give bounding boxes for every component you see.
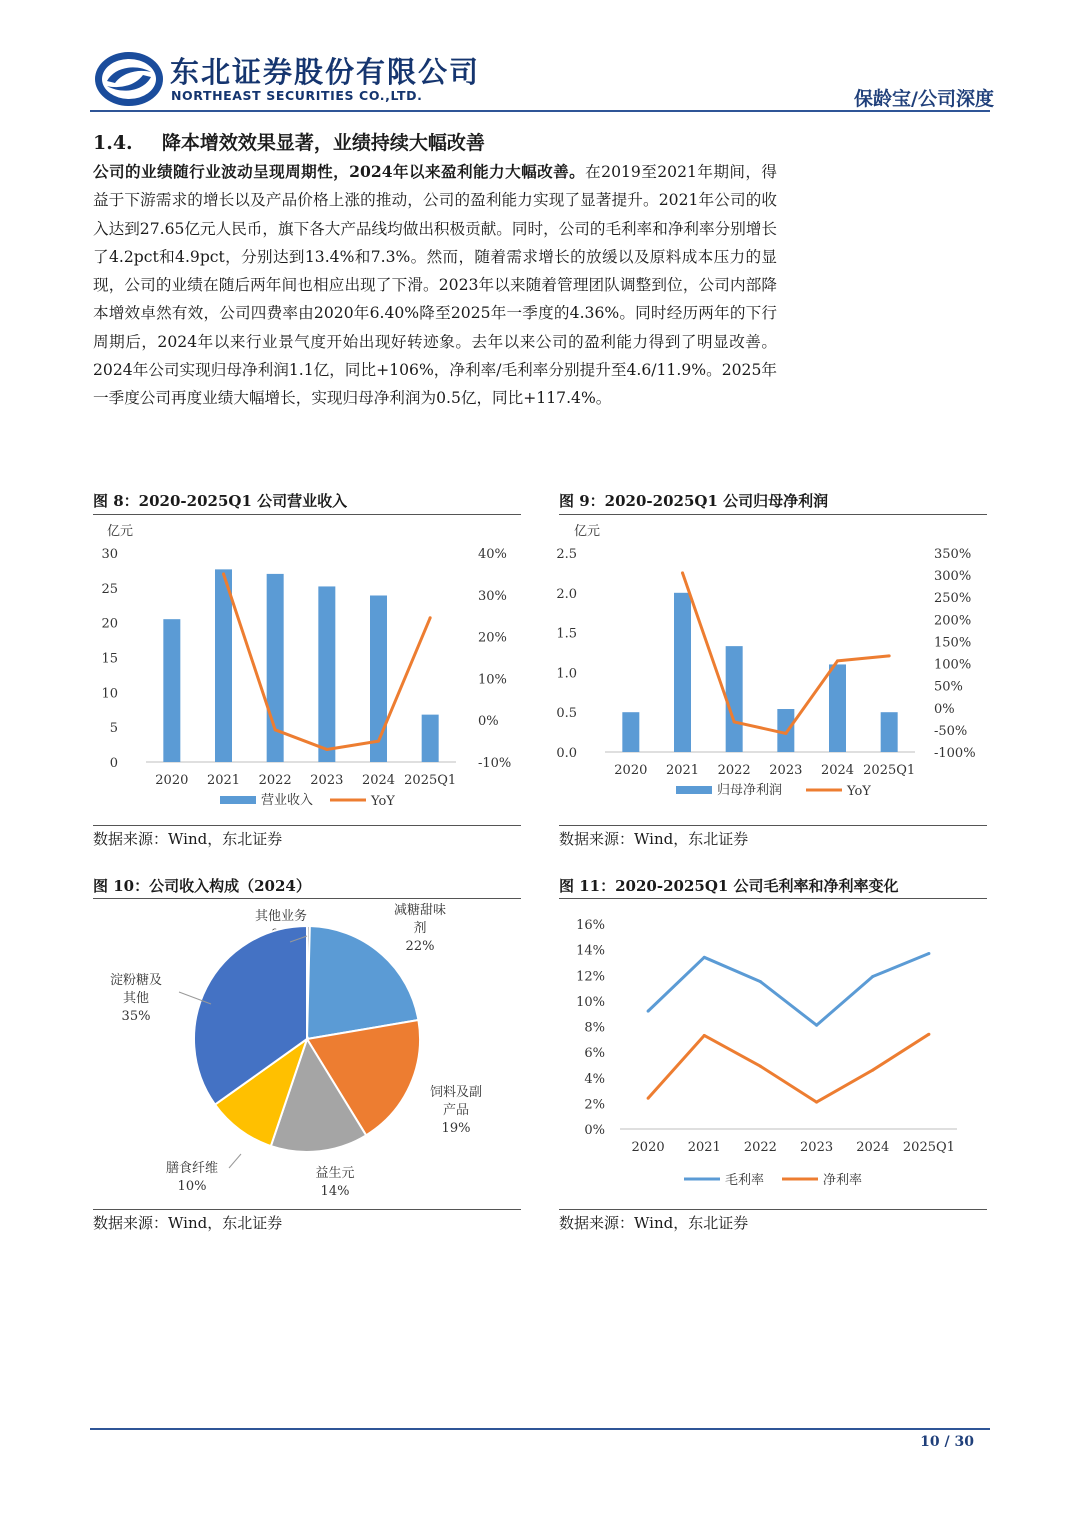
legend-label: 毛利率 — [725, 1173, 765, 1188]
report-tag: 保龄宝/公司深度 — [854, 88, 994, 110]
pie-label-name: 减糖甜味 — [393, 903, 447, 918]
x-tick: 2022 — [717, 763, 751, 778]
bar-2023 — [777, 709, 794, 752]
y-tick: 16% — [576, 918, 605, 933]
y-tick: 10% — [576, 994, 605, 1010]
bar-2024 — [370, 595, 387, 762]
yoy-point — [222, 572, 225, 575]
bar-2025Q1 — [881, 712, 898, 752]
pie-label-pct: 22% — [405, 939, 435, 954]
y-tick: 6% — [584, 1046, 605, 1062]
fig9-bottom-rule — [559, 825, 987, 826]
fig8-chart — [93, 516, 521, 824]
yoy-point — [377, 740, 380, 743]
logo-mark-icon — [93, 50, 165, 108]
x-tick: 2022 — [258, 773, 292, 788]
pie-label-name: 产品 — [442, 1103, 470, 1118]
yoy-point — [681, 571, 684, 574]
series-point — [759, 1065, 762, 1068]
unit-label: 亿元 — [107, 524, 134, 539]
series-line-净利率 — [648, 1034, 929, 1102]
pie-label-name: 益生元 — [315, 1166, 355, 1181]
legend-line-label: YoY — [847, 784, 871, 799]
series-point — [703, 1034, 706, 1037]
series-line-毛利率 — [648, 953, 929, 1025]
pie-label-name: 其他业务 — [254, 909, 308, 924]
y-right-tick: 0% — [478, 714, 499, 730]
y-left-tick: 15 — [101, 651, 118, 667]
x-tick: 2025Q1 — [404, 773, 457, 788]
y-right-tick: 300% — [934, 569, 972, 585]
y-right-tick: 20% — [478, 630, 507, 646]
x-tick: 2021 — [206, 773, 241, 788]
y-right-tick: 50% — [934, 679, 963, 695]
y-tick: 8% — [584, 1020, 605, 1036]
y-right-tick: 150% — [934, 635, 972, 651]
series-point — [647, 1010, 650, 1013]
fig11-chart — [559, 900, 987, 1208]
y-tick: 14% — [576, 943, 605, 959]
company-name-cn: 东北证券股份有限公司 — [170, 55, 481, 89]
fig9-top-rule — [559, 514, 987, 515]
fig8-source: 数据来源：Wind，东北证券 — [93, 830, 283, 848]
y-right-tick: -10% — [478, 756, 512, 771]
x-tick: 2020 — [155, 773, 189, 788]
x-tick: 2020 — [631, 1140, 665, 1155]
series-point — [703, 956, 706, 959]
footer-rule — [90, 1428, 990, 1430]
bar-2022 — [267, 574, 284, 762]
y-right-tick: 30% — [478, 588, 507, 604]
x-tick: 2024 — [820, 763, 855, 778]
y-right-tick: -50% — [934, 723, 968, 739]
yoy-point — [784, 732, 787, 735]
fig10-source: 数据来源：Wind，东北证券 — [93, 1214, 283, 1232]
fig10-chart — [93, 900, 521, 1208]
y-left-tick: 2.5 — [556, 547, 577, 562]
pie-label-pct: 19% — [441, 1121, 471, 1136]
company-name-en: NORTHEAST SECURITIES CO.,LTD. — [171, 88, 423, 103]
legend-bar-label: 营业收入 — [261, 793, 314, 808]
section-number: 1.4. — [93, 132, 133, 154]
y-left-tick: 20 — [101, 616, 118, 632]
company-logo — [93, 50, 165, 108]
paragraph-lead: 公司的业绩随行业波动呈现周期性，2024年以来盈利能力大幅改善。 — [93, 162, 586, 181]
yoy-point — [274, 728, 277, 731]
pie-leader-line — [229, 1154, 241, 1168]
fig9-title: 图 9：2020-2025Q1 公司归母净利润 — [559, 492, 829, 510]
fig10-top-rule — [93, 898, 521, 899]
series-point — [871, 975, 874, 978]
x-tick: 2024 — [856, 1140, 890, 1155]
y-left-tick: 5 — [109, 721, 118, 737]
y-right-tick: -100% — [934, 746, 976, 761]
y-right-tick: 250% — [934, 591, 972, 607]
y-left-tick: 30 — [101, 547, 118, 562]
yoy-point — [429, 616, 432, 619]
bar-2021 — [215, 569, 232, 762]
x-tick: 2021 — [665, 763, 700, 778]
y-tick: 2% — [584, 1097, 605, 1113]
series-point — [927, 1033, 930, 1036]
pie-label-name: 剂 — [413, 921, 427, 936]
bar-2023 — [318, 586, 335, 762]
fig8-title: 图 8：2020-2025Q1 公司营业收入 — [93, 492, 348, 510]
bar-2025Q1 — [422, 715, 439, 762]
page-number: 10 / 30 — [920, 1434, 974, 1450]
y-left-tick: 0.5 — [556, 706, 577, 722]
series-point — [815, 1101, 818, 1104]
fig10-bottom-rule — [93, 1209, 521, 1210]
bar-2020 — [163, 619, 180, 762]
paragraph-body: 在2019至2021年期间，得益于下游需求的增长以及产品价格上涨的推动，公司的盈利能力实现了显著提升。2021年公司的收入达到27.65亿元人民币，旗下各大产品线均做出积极贡献。同时，公司的毛利率和净利率分别增长了4.2pct和4.9pct，分别达到13.4%和7.3%。然而，随着需求增长的放缓以及原料成本压力的显现，公司的业绩在随后两年间也相应出现了下滑。2023年以来随着管理团队调整到位，公司内部降本增效卓然有效，公司四费率由2020年6.40%降至2025年一季度的4.36%。同时经历两年的下行周期后，2024年以来行业景气度开始出现好转迹象。去年以来公司的盈利能力得到了明显改善。2024年公司实现归母净利润1.1亿，同比+106%，净利率/毛利率分别提升至4.6/11.9%。2025年一季度公司再度业绩大幅增长，实现归母净利润为0.5亿，同比+117.4%。 — [93, 163, 778, 408]
y-tick: 4% — [584, 1071, 605, 1087]
y-left-tick: 25 — [101, 581, 118, 597]
fig8-top-rule — [93, 514, 521, 515]
fig11-top-rule — [559, 898, 987, 899]
x-tick: 2023 — [769, 763, 803, 778]
legend-bar-swatch — [220, 796, 256, 804]
bar-2024 — [829, 664, 846, 752]
unit-label: 亿元 — [574, 524, 601, 539]
x-tick: 2022 — [743, 1140, 777, 1155]
pie-label-name: 淀粉糖及 — [109, 973, 163, 988]
pie-label-pct: 10% — [177, 1179, 207, 1194]
x-tick: 2023 — [310, 773, 344, 788]
header-rule — [90, 110, 990, 112]
fig9-source: 数据来源：Wind，东北证券 — [559, 830, 749, 848]
pie-label-pct: 35% — [121, 1009, 151, 1024]
x-tick: 2021 — [687, 1140, 721, 1155]
y-tick: 12% — [576, 969, 605, 985]
y-left-tick: 0 — [109, 756, 118, 771]
yoy-point — [836, 659, 839, 662]
pie-label-name: 饲料及副 — [429, 1085, 483, 1100]
y-right-tick: 100% — [934, 657, 972, 673]
y-tick: 0% — [584, 1123, 605, 1138]
yoy-point — [325, 748, 328, 751]
bar-2021 — [674, 593, 691, 752]
legend-line-label: YoY — [371, 794, 395, 809]
fig11-title: 图 11：2020-2025Q1 公司毛利率和净利率变化 — [559, 877, 899, 895]
pie-label-name: 其他 — [122, 991, 150, 1006]
bar-2022 — [726, 646, 743, 752]
series-point — [871, 1069, 874, 1072]
y-left-tick: 2.0 — [556, 586, 577, 602]
legend-label: 净利率 — [823, 1173, 863, 1188]
legend-bar-label: 归母净利润 — [717, 783, 783, 798]
y-right-tick: 10% — [478, 672, 507, 688]
yoy-point — [733, 720, 736, 723]
x-tick: 2025Q1 — [863, 763, 916, 778]
x-tick: 2025Q1 — [902, 1140, 955, 1155]
fig10-title: 图 10：公司收入构成（2024） — [93, 877, 311, 895]
x-tick: 2024 — [361, 773, 396, 788]
series-point — [815, 1024, 818, 1027]
y-right-tick: 200% — [934, 613, 972, 629]
y-right-tick: 0% — [934, 701, 955, 717]
bar-2020 — [622, 712, 639, 752]
section-paragraph — [93, 158, 777, 413]
fig8-bottom-rule — [93, 825, 521, 826]
section-heading — [93, 128, 485, 155]
fig11-bottom-rule — [559, 1209, 987, 1210]
y-right-tick: 350% — [934, 547, 972, 562]
section-title: 降本增效效果显著，业绩持续大幅改善 — [161, 132, 485, 154]
fig9-chart — [556, 516, 987, 824]
series-point — [759, 980, 762, 983]
y-right-tick: 40% — [478, 547, 507, 562]
y-left-tick: 10 — [101, 686, 118, 702]
y-left-tick: 1.5 — [556, 626, 577, 642]
pie-label-name: 膳食纤维 — [165, 1161, 219, 1176]
pie-label-pct: 14% — [320, 1184, 350, 1199]
series-point — [927, 952, 930, 955]
x-tick: 2023 — [800, 1140, 834, 1155]
series-point — [647, 1097, 650, 1100]
yoy-point — [888, 654, 891, 657]
x-tick: 2020 — [614, 763, 648, 778]
legend-bar-swatch — [676, 786, 712, 794]
y-left-tick: 0.0 — [556, 746, 577, 761]
y-left-tick: 1.0 — [556, 666, 577, 682]
fig11-source: 数据来源：Wind，东北证券 — [559, 1214, 749, 1232]
